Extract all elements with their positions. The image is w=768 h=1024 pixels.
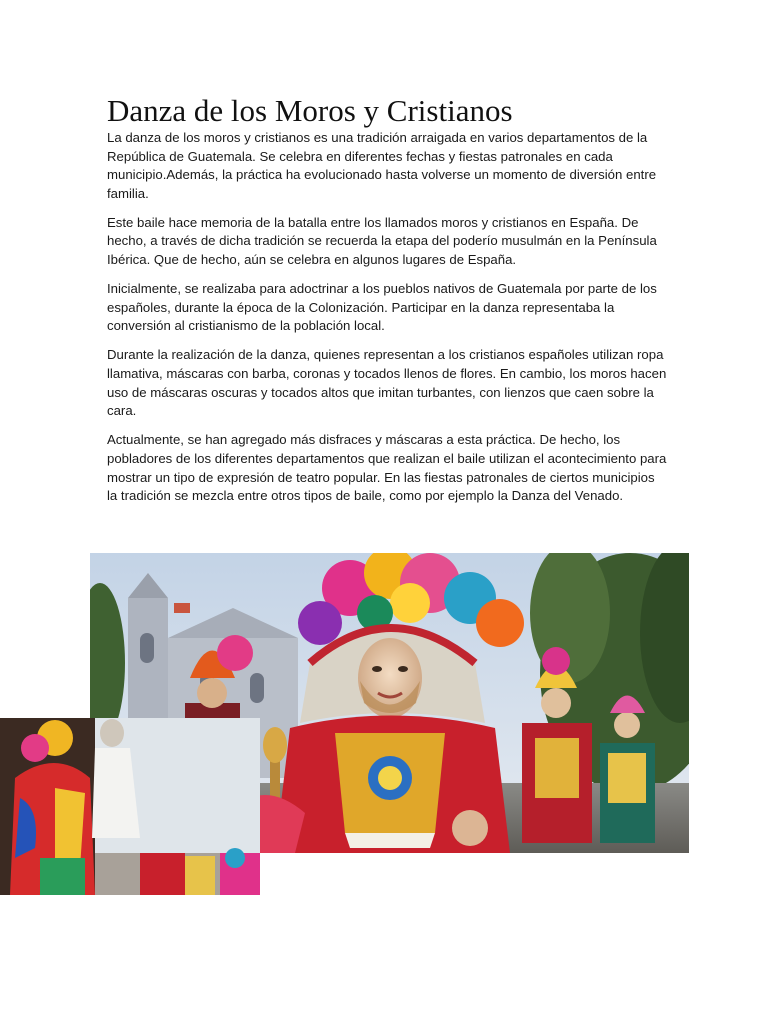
paragraph-5: Actualmente, se han agregado más disfraces y máscaras a esta práctica. De hecho, los pobladores de los diferentes departamentos que realizan el baile utilizan el acontecimiento para mostrar un tipo de expresión de teatro popular. En las fiestas patronales de ciertos municipios la tradición se mezcla entre otros tipos de baile, como por ejemplo la Danza del Venado. <box>107 432 667 504</box>
paragraph-1: La danza de los moros y cristianos es una tradición arraigada en varios departamentos de la República de Guatemala. Se celebra en diferentes fechas y fiestas patronales en cada municipio.Además, la práctica ha evolucionado hasta volverse un momento de diversión entre familia. <box>107 130 657 201</box>
paragraph-4: Durante la realización de la danza, quienes representan a los cristianos españoles utilizan ropa llamativa, máscaras con barba, coronas y tocados llenos de flores. En cambio, los moros hacen uso de máscaras oscuras y tocados altos que imitan turbantes, con lienzos que caen sobre la cara. <box>107 347 667 419</box>
paragraph-3: Inicialmente, se realizaba para adoctrinar a los pueblos nativos de Guatemala por parte de los españoles, durante la época de la Colonización. Participar en la danza representaba la conversión al cristianismo de la población local. <box>107 281 657 334</box>
dancers-collage-photo <box>0 718 260 895</box>
document-title: Danza de los Moros y Cristianos <box>107 93 513 128</box>
document-body <box>107 129 667 516</box>
paragraph-2: Este baile hace memoria de la batalla entre los llamados moros y cristianos en España. De hecho, a través de dicha tradición se recuerda la etapa del poderío musulmán en la Península Ibérica. Que de hecho, aún se celebra en algunos lugares de España. <box>107 214 657 268</box>
